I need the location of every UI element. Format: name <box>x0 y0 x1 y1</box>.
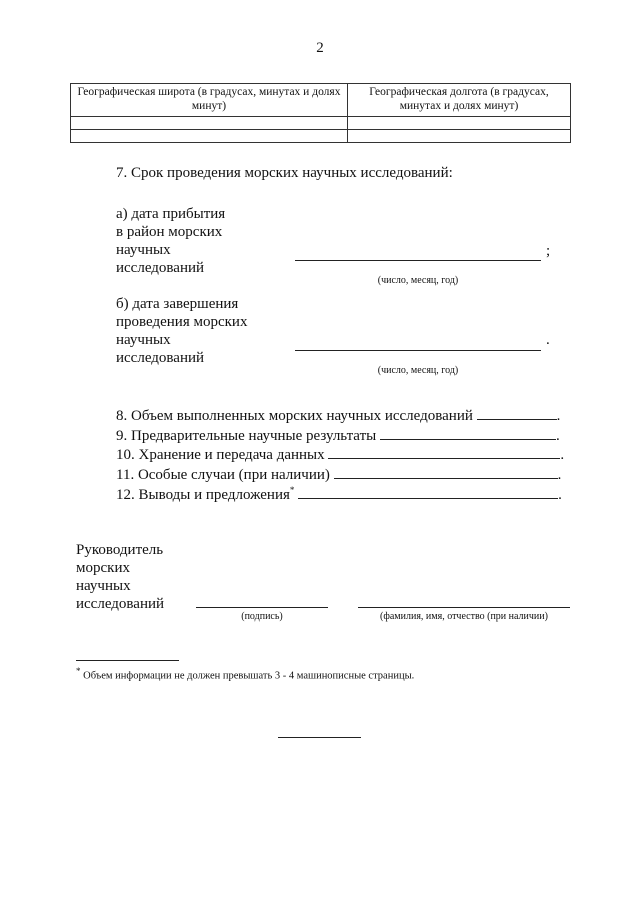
table-header-row <box>71 84 571 117</box>
signature-field[interactable] <box>196 607 328 608</box>
completion-date-punct: . <box>546 332 550 348</box>
table-cell[interactable] <box>71 117 348 130</box>
end-divider <box>278 737 361 738</box>
footnote-separator <box>76 660 179 661</box>
item-9 <box>116 425 560 445</box>
item-11-field[interactable] <box>334 464 558 479</box>
item-12 <box>116 484 562 504</box>
footnote <box>76 666 414 682</box>
completion-date-label: б) дата завершения проведения морских научных исследований <box>116 296 248 366</box>
item-8 <box>116 405 560 425</box>
item-12-end: . <box>558 487 562 503</box>
table-row <box>71 117 571 130</box>
arrival-date-caption: (число, месяц, год) <box>377 275 459 286</box>
arrival-date-punct: ; <box>546 243 551 259</box>
latitude-header: Географическая широта (в градусах, минутах и долях минут) <box>71 84 348 117</box>
section-7-heading: 7. Срок проведения морских научных исследований: <box>116 165 453 181</box>
item-10-field[interactable] <box>328 444 560 459</box>
item-12-footnote-mark: * <box>289 485 295 495</box>
arrival-date-field[interactable] <box>295 260 541 261</box>
item-11 <box>116 464 561 484</box>
arrival-date-label: а) дата прибытия в район морских научных исследований <box>116 206 226 276</box>
item-12-field[interactable] <box>298 484 558 499</box>
item-12-label: 12. Выводы и предложения <box>116 487 290 503</box>
table-cell[interactable] <box>71 130 348 143</box>
full-name-caption: (фамилия, имя, отчество (при наличии) <box>380 611 548 622</box>
item-10 <box>116 444 564 464</box>
footnote-mark: * <box>76 666 81 676</box>
item-8-label: 8. Объем выполненных морских научных исследований <box>116 408 473 424</box>
item-9-end: . <box>555 428 560 444</box>
signature-caption: (подпись) <box>241 611 283 622</box>
table-cell[interactable] <box>348 117 571 130</box>
completion-date-caption: (число, месяц, год) <box>377 365 459 376</box>
table-cell[interactable] <box>348 130 571 143</box>
item-11-label: 11. Особые случаи (при наличии) <box>116 467 330 483</box>
full-name-field[interactable] <box>358 607 570 608</box>
longitude-header: Географическая долгота (в градусах, минутах и долях минут) <box>348 84 571 117</box>
coordinates-table <box>70 83 571 143</box>
table-row <box>71 130 571 143</box>
item-8-field[interactable] <box>477 405 557 420</box>
item-10-label: 10. Хранение и передача данных <box>116 447 325 463</box>
footnote-text: Объем информации не должен превышать 3 - 4 машинописные страницы. <box>83 670 415 682</box>
completion-date-field[interactable] <box>295 350 541 351</box>
item-10-end: . <box>560 447 565 463</box>
item-9-field[interactable] <box>380 425 556 440</box>
item-8-end: . <box>556 408 561 424</box>
item-11-end: . <box>557 467 562 483</box>
page-number: 2 <box>316 40 324 56</box>
item-9-label: 9. Предварительные научные результаты <box>116 428 377 444</box>
supervisor-label: Руководитель морских научных исследований <box>76 542 165 612</box>
